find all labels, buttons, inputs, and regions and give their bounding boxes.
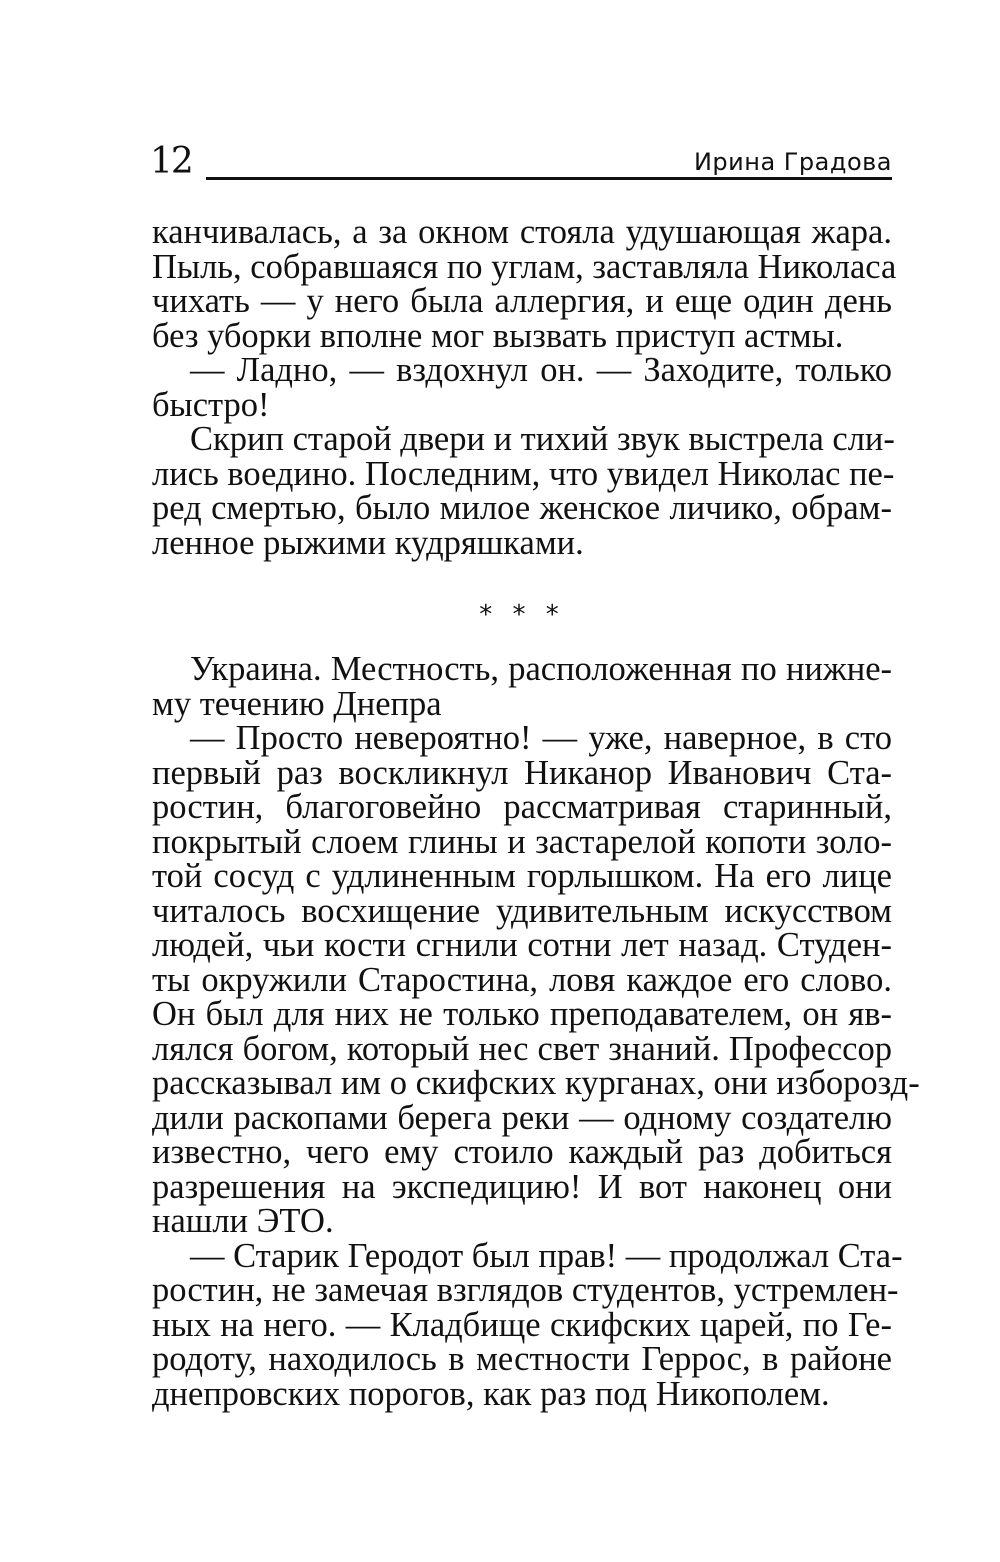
text-line: Он был для них не только преподавателем, он яв- (152, 995, 892, 1033)
section-separator: * * * (479, 600, 565, 630)
text-line: нашли ЭТО. (152, 1202, 334, 1240)
text-line: канчивалась, а за окном стояла удушающая жара. (152, 213, 892, 251)
text-line: читалось восхищение удивительным искусством (152, 891, 892, 930)
text-line: первый раз воскликнул Никанор Иванович Ста- (152, 753, 892, 792)
text-line: ростин, благоговейно рассматривая старинный, (152, 788, 892, 826)
text-line: — Старик Геродот был прав! — продолжал Ста- (190, 1236, 903, 1275)
text-line: лись воедино. Последним, что увидел Николас пе- (152, 454, 895, 493)
text-line: быстро! (152, 385, 270, 424)
page-number: 12 (150, 141, 192, 182)
text-line: — Просто невероятно! — уже, наверное, в сто (190, 719, 892, 757)
text-line: му течению Днепра (152, 684, 442, 723)
text-line: Пыль, собравшаяся по углам, заставляла Николаса (152, 247, 897, 286)
text-line: — Ладно, — вздохнул он. — Заходите, только (190, 351, 892, 389)
text-line: Украина. Местность, расположенная по нижне- (190, 650, 892, 688)
text-block-2 (152, 650, 920, 1413)
text-block-1 (152, 213, 897, 562)
text-line: родоту, находилось в местности Геррос, в районе (152, 1340, 892, 1378)
header-rule (206, 177, 892, 180)
text-line: ростин, не замечая взглядов студентов, устремлен- (152, 1271, 899, 1309)
text-line: ред смертью, было милое женское личико, обрам- (152, 489, 892, 527)
text-line: разрешения на экспедицию! И вот наконец они (152, 1167, 892, 1206)
running-title: Ирина Градова (693, 148, 892, 176)
text-line: рассказывал им о скифских курганах, они изборозд- (152, 1064, 920, 1102)
text-line: покрытый слоем глины и застарелой копоти золо- (152, 822, 892, 861)
text-line: днепровских порогов, как раз под Никополем. (152, 1374, 830, 1413)
text-line: Скрип старой двери и тихий звук выстрела сли- (190, 420, 895, 458)
text-line: ленное рыжими кудряшками. (152, 523, 584, 562)
text-line: ты окружили Старостина, ловя каждое его слово. (152, 960, 892, 999)
text-line: лялся богом, который нес свет знаний. Профессор (152, 1029, 892, 1068)
text-line: чихать — у него была аллергия, и еще один день (152, 282, 892, 320)
text-line: без уборки вполне мог вызвать приступ астмы. (152, 316, 844, 355)
text-line: той сосуд с удлиненным горлышком. На его лице (152, 857, 892, 895)
text-line: ных на него. — Кладбище скифских царей, по Ге- (152, 1305, 892, 1344)
text-line: дили раскопами берега реки — одному создателю (152, 1098, 892, 1137)
text-line: людей, чьи кости сгнили сотни лет назад. Студен- (152, 926, 892, 964)
text-line: известно, чего ему стоило каждый раз добиться (152, 1133, 892, 1171)
